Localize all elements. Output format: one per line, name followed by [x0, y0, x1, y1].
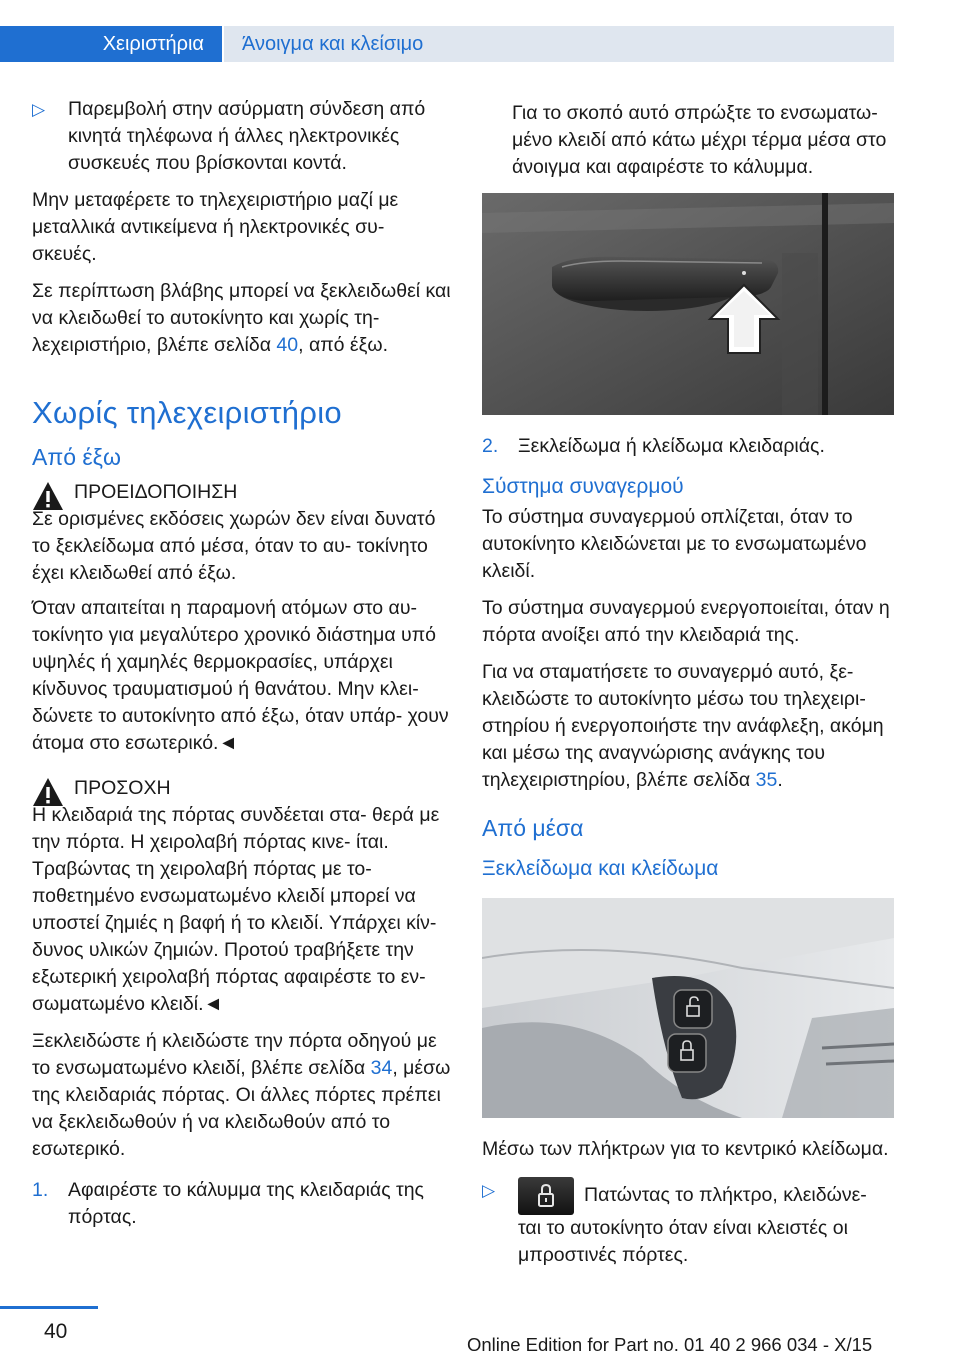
subsection-heading: Από έξω — [32, 444, 121, 470]
door-lock-buttons-photo — [482, 898, 894, 1118]
list-item — [32, 1177, 452, 1231]
header-section-tab[interactable]: Χειριστήρια — [0, 26, 222, 62]
door-handle-photo — [482, 193, 894, 415]
caution-block — [32, 775, 452, 1018]
step-text: Ξεκλείδωμα ή κλείδωμα κλειδαριάς. — [518, 435, 825, 457]
caution-text: Η κλειδαριά της πόρτας συνδέεται στα- θερά με την πόρτα. Η χειρολαβή πόρτας κινε- ίται. Τραβώντας τη χειρολαβή πόρτας με το- ποθετημένο ενσωματωμένο κλειδί μπορεί να υποστεί ζημιές η βαφή ή το κλειδί. Υπάρχει κίν- δυνος υλικών ζημιών. Προτού τραβήξετε την εξωτερική χειρολαβή πόρτας αφαιρέστε το εν- σωματωμένο κλειδί.◄ — [32, 804, 440, 1015]
edition-footer: Online Edition for Part no. 01 40 2 966 034 - X/15 — [467, 1334, 873, 1355]
step-text: Αφαιρέστε το κάλυμμα της κλειδαριάς της πόρτας. — [68, 1179, 424, 1228]
right-column — [482, 100, 894, 1279]
page-header — [0, 0, 960, 62]
warning-text: Σε ορισμένες εκδόσεις χωρών δεν είναι δυνατό το ξεκλείδωμα από μέσα, όταν το αυ- τοκίνητο έχει κλειδωθεί από έξω. — [32, 508, 436, 584]
list-item — [32, 96, 452, 177]
paragraph: Μην μεταφέρετε το τηλεχειριστήριο μαζί με μεταλλικά αντικείμενα ή ηλεκτρονικές συ- σκευές. — [32, 189, 399, 265]
caution-title: ΠΡΟΣΟΧΗ — [74, 777, 171, 799]
warning-title: ΠΡΟΕΙΔΟΠΟΙΗΣΗ — [74, 481, 238, 503]
step-number: 2. — [482, 435, 499, 457]
subsection-heading: Από μέσα — [482, 815, 584, 841]
paragraph: Το σύστημα συναγερμού ενεργοποιείται, όταν η πόρτα ανοίξει από την κλειδαριά της. — [482, 597, 890, 646]
paragraph: Το σύστημα συναγερμού οπλίζεται, όταν το αυτοκίνητο κλειδώνεται με το ενσωματωμένο κλειδί. — [482, 506, 867, 582]
door-lock-buttons-image — [482, 898, 894, 1118]
paragraph: Για το σκοπό αυτό σπρώξτε το ενσωματω- μένο κλειδί από κάτω μέχρι τέρμα μέσα στο άνοιγμα και αφαιρέστε το κάλυμμα. — [512, 102, 887, 178]
page-number: 40 — [44, 1320, 68, 1343]
list-item — [482, 1177, 894, 1269]
door-handle-image — [482, 193, 894, 415]
triangle-bullet-icon: ▷ — [32, 100, 46, 119]
lock-button-icon — [518, 1177, 574, 1215]
left-column — [32, 96, 452, 1241]
subsection-heading: Ξεκλείδωμα και κλείδωμα — [482, 857, 719, 880]
paragraph: Όταν απαιτείται η παραμονή ατόμων στο αυ- τοκίνητο για μεγαλύτερο χρονικό διάστημα υπό υψηλές ή χαμηλές θερμοκρασίες, υπάρχει κίνδυνος τραυματισμού ή θανάτου. Μην κλει- δώνετε το αυτοκίνητο από έξω, όταν υπάρ- χουν άτομα στο εσωτερικό.◄ — [32, 597, 449, 754]
paragraph: Σε περίπτωση βλάβης μπορεί να ξεκλειδωθεί και να κλειδωθεί το αυτοκίνητο και χωρίς τη- λεχειριστήριο, βλέπε σελίδα 40, από έξω. — [32, 280, 451, 356]
list-item — [482, 433, 894, 460]
subsection-heading: Σύστημα συναγερμού — [482, 475, 684, 498]
image-caption: Μέσω των πλήκτρων για το κεντρικό κλείδωμα. — [482, 1138, 889, 1160]
page-link[interactable]: 34 — [370, 1057, 393, 1079]
paragraph: Για να σταματήσετε το συναγερμό αυτό, ξε- κλειδώστε το αυτοκίνητο μέσω του τηλεχειρι- στηρίου ή ενεργοποιήστε την ανάφλεξη, ακόμη και μέσω της αναγνώρισης ανάγκης του τηλεχειριστηρίου, βλέπε σελίδα 35. — [482, 661, 884, 791]
bullet-text: Πατώντας το πλήκτρο, κλειδώνε- ται το αυτοκίνητο όταν είναι κλειστές οι μπροστινές πόρτες. — [518, 1184, 867, 1266]
triangle-bullet-icon: ▷ — [482, 1181, 496, 1200]
page-link[interactable]: 40 — [276, 334, 299, 356]
section-heading: Χωρίς τηλεχειριστήριο — [32, 395, 342, 430]
step-number: 1. — [32, 1179, 49, 1201]
page-link[interactable]: 35 — [755, 769, 778, 791]
page-number-bar — [0, 1306, 98, 1309]
lock-icon — [518, 1177, 574, 1215]
warning-block — [32, 479, 452, 587]
header-chapter-tab[interactable]: Άνοιγμα και κλείσιμο — [224, 26, 894, 62]
bullet-text: Παρεμβολή στην ασύρματη σύνδεση από κινητά τηλέφωνα ή άλλες ηλεκτρονικές συσκευές που βρίσκονται κοντά. — [68, 98, 426, 174]
paragraph: Ξεκλειδώστε ή κλειδώστε την πόρτα οδηγού με το ενσωματωμένο κλειδί, βλέπε σελίδα 34, μέσω της κλειδαριάς πόρτας. Οι άλλες πόρτες πρέπει να ξεκλειδωθούν ή να κλειδωθούν από το εσωτερικό. — [32, 1030, 451, 1160]
